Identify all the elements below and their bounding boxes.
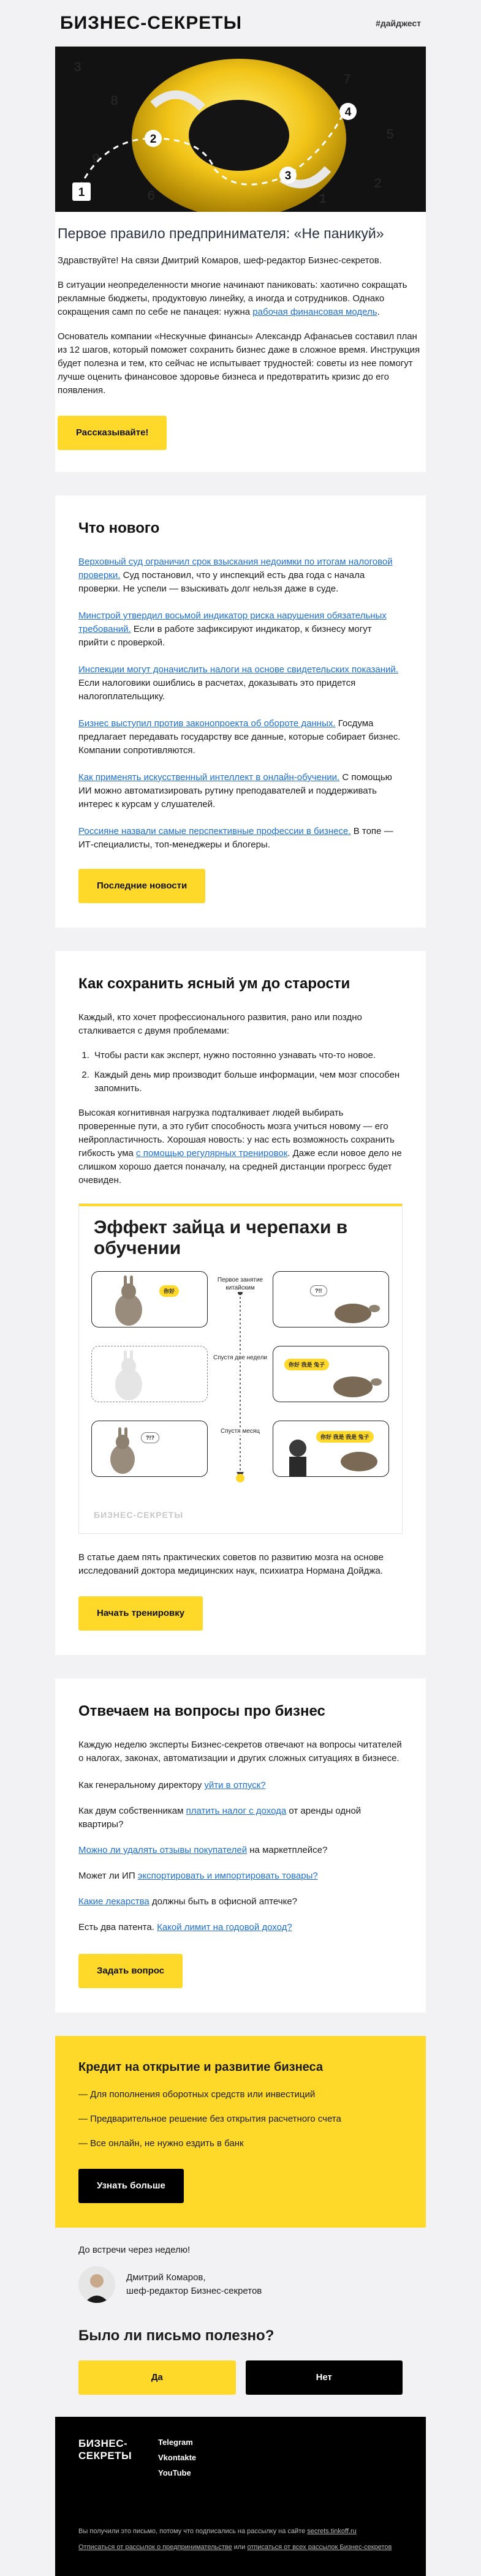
hare-bubble-3: ?!? <box>141 1432 159 1443</box>
svg-text:9: 9 <box>92 152 100 167</box>
latest-news-button[interactable]: Последние новости <box>78 869 205 903</box>
author-role: шеф-редактор Бизнес-секретов <box>126 2286 262 2296</box>
intro-paragraph-3: Основатель компании «Нескучные финансы» Александр Афанасьев составил план из 12 шагов, который поможет сохранить бизнес даже в сложное время. Инструкция будет полезна и тем, кто сейчас не испытывает трудностей: советы из нее помогут лучше оценить финансовое здоровье бизнеса и предотвратить кризис до его появления. <box>58 331 420 396</box>
hare-frame-2 <box>91 1346 208 1402</box>
email-column <box>55 0 426 2576</box>
news-text: Госдума предлагает передавать государству все данные, которые собирает бизнес. Компании сопротивляются. <box>78 718 401 756</box>
avatar <box>78 2266 115 2303</box>
brain-paragraph-2 <box>78 1106 403 1187</box>
svg-text:1: 1 <box>78 186 85 199</box>
hare-frame-1 <box>91 1271 208 1327</box>
site-link[interactable]: secrets.tinkoff.ru <box>307 2528 357 2535</box>
qa-link[interactable]: Какие лекарства <box>78 1896 150 1907</box>
qa-link[interactable]: Можно ли удалять отзывы покупателей <box>78 1845 248 1855</box>
digest-tag: #дайджест <box>376 18 421 28</box>
qa-item <box>78 1844 403 1857</box>
financial-model-link[interactable]: рабочая финансовая модель <box>252 307 377 317</box>
svg-text:8: 8 <box>110 94 119 109</box>
qa-item <box>78 1869 403 1883</box>
credit-promo <box>55 2036 426 2228</box>
goodbye-text: До встречи через неделю! <box>78 2245 191 2255</box>
svg-text:5: 5 <box>386 127 395 143</box>
infographic-title: Эффект зайца и черепахи в обучении <box>94 1217 348 1258</box>
email-header <box>55 0 426 47</box>
news-list <box>78 555 403 852</box>
news-item <box>78 555 403 596</box>
author-row <box>78 2266 403 2303</box>
news-link[interactable]: Россияне назвали самые перспективные профессии в бизнесе. <box>78 826 351 836</box>
news-item <box>78 663 403 704</box>
label-month: Спустя месяц <box>213 1427 268 1435</box>
tortoise-frame-3 <box>273 1421 389 1477</box>
rating-buttons <box>78 2360 403 2395</box>
unsubscribe-line <box>78 2542 403 2552</box>
svg-text:7: 7 <box>343 72 352 88</box>
qa-item <box>78 1921 403 1934</box>
news-item <box>78 717 403 757</box>
author-name: Дмитрий Комаров, <box>126 2272 206 2283</box>
lifebuoy-illustration <box>55 47 426 212</box>
qa-text: Как генеральному директору <box>78 1780 205 1790</box>
intro-title: Первое правило предпринимателя: «Не паникуй» <box>58 225 384 241</box>
brain-paragraph-3: В статье даем пять практических советов по развитию мозга на основе исследований доктора медицинских наук, психиатра Нормана Дойджа. <box>78 1552 384 1576</box>
svg-text:2: 2 <box>374 176 382 192</box>
intro-p2-end: . <box>377 307 380 317</box>
news-text: Если в работе зафиксируют индикатор, к бизнесу могут прийти с проверкой. <box>78 624 372 648</box>
brain-p2-text: Высокая когнитивная нагрузка подталкивает людей выбирать проверенные пути, а это губит способность мозга учиться новому — его нейропластичность. Хорошая новость: у нас есть возможность сохранить гибкость ума <box>78 1108 395 1158</box>
svg-text:3: 3 <box>74 60 82 75</box>
qa-item <box>78 1895 403 1909</box>
credit-benefit: — Для пополнения оборотных средств или инвестиций <box>78 2089 316 2100</box>
label-first-lesson: Первое занятие китайским <box>213 1276 268 1292</box>
news-link[interactable]: Верховный суд ограничил срок взыскания недоимки по итогам налоговой проверки. <box>78 557 393 580</box>
qa-text: Может ли ИП <box>78 1871 138 1881</box>
start-training-button[interactable]: Начать тренировку <box>78 1596 203 1631</box>
news-text: Суд постановил, что у инспекций есть два года с начала проверки. Не успели — взыскивать долг нельзя даже в суде. <box>78 570 365 594</box>
qa-text: Есть два патента. <box>78 1922 157 1932</box>
ask-question-button[interactable]: Задать вопрос <box>78 1954 183 1988</box>
news-text: В топе — ИТ-специалисты, топ-менеджеры и блогеры. <box>78 826 393 850</box>
qa-card <box>55 1678 426 2013</box>
qa-title: Отвечаем на вопросы про бизнес <box>78 1703 325 1719</box>
qa-link[interactable]: Какой лимит на годовой доход? <box>157 1922 292 1932</box>
svg-text:1: 1 <box>319 192 327 207</box>
tortoise-bubble-3: 你好 我是 我是 兔子 <box>316 1431 374 1443</box>
problems-list <box>92 1049 403 1095</box>
qa-link[interactable]: экспортировать и импортировать товары? <box>137 1871 318 1881</box>
subscription-note-text: Вы получили это письмо, потому что подписались на рассылку на сайте <box>78 2528 308 2535</box>
signature-block <box>55 2245 426 2395</box>
or-text: или <box>232 2544 248 2551</box>
qa-text: Как двум собственникам <box>78 1806 186 1816</box>
intro-paragraph-2 <box>58 279 423 319</box>
news-link[interactable]: Инспекции могут доначислить налоги на основе свидетельских показаний. <box>78 664 398 675</box>
svg-text:4: 4 <box>344 106 352 119</box>
intro-card <box>55 47 426 472</box>
intro-p2-text: В ситуации неопределенности многие начинают паниковать: хаотично сокращать рекламные бюджеты, продуктовую линейку, а иногда и сотрудников. Однако сокращения самп по себе не панацея: нужна <box>58 280 407 317</box>
telegram-link[interactable]: Telegram <box>158 2438 193 2447</box>
intro-body <box>55 212 426 450</box>
footer-logo-line-2: СЕКРЕТЫ <box>78 2450 132 2461</box>
subscription-note <box>78 2526 403 2536</box>
qa-text: на маркетплейсе? <box>247 1845 328 1855</box>
news-title: Что нового <box>78 520 160 536</box>
footer-logo-line-1: БИЗНЕС- <box>78 2438 128 2449</box>
unsubscribe-business-link[interactable]: Отписаться от рассылок о предпринимательстве <box>78 2544 232 2551</box>
news-link[interactable]: Как применять искусственный интеллект в онлайн-обучении. <box>78 772 340 783</box>
qa-link[interactable]: платить налог с дохода <box>186 1806 287 1816</box>
training-link[interactable]: с помощью регулярных тренировок <box>136 1148 288 1158</box>
email-footer <box>55 2417 426 2576</box>
svg-text:6: 6 <box>147 189 156 204</box>
news-text: С помощью ИИ можно автоматизировать рутину преподавателей и поддерживать интерес к курсам у слушателей. <box>78 772 392 809</box>
credit-title: Кредит на открытие и развитие бизнеса <box>78 2060 323 2074</box>
rate-yes-button[interactable]: Да <box>78 2360 236 2395</box>
list-item: 2. Каждый день мир производит больше информации, чем мозг способен запомнить. <box>92 1068 403 1095</box>
tortoise-frame-2 <box>273 1346 389 1402</box>
tortoise-bubble-2: 你好 我是 兔子 <box>284 1359 329 1370</box>
social-links <box>158 2438 196 2484</box>
qa-list <box>78 1779 403 1934</box>
qa-link[interactable]: уйти в отпуск? <box>204 1780 266 1790</box>
news-text: Если налоговики ошиблись в расчетах, доказывать это придется налогоплательщику. <box>78 678 356 702</box>
brand-logo[interactable]: БИЗНЕС-СЕКРЕТЫ <box>60 13 242 33</box>
footer-logo[interactable] <box>78 2438 158 2484</box>
qa-text: от аренды одной квартиры? <box>78 1806 362 1830</box>
label-two-weeks: Спустя две недели <box>213 1354 268 1361</box>
rate-no-button[interactable]: Нет <box>246 2360 403 2395</box>
rating-title: Было ли письмо полезно? <box>78 2327 275 2344</box>
hare-tortoise-infographic <box>78 1203 403 1534</box>
credit-benefit: — Предварительное решение без открытия расчетного счета <box>78 2114 341 2124</box>
svg-text:2: 2 <box>150 133 157 146</box>
tortoise-bubble-1: ?!! <box>310 1285 327 1296</box>
vkontakte-link[interactable]: Vkontakte <box>158 2453 197 2462</box>
hare-bubble-1: 你好 <box>159 1285 179 1297</box>
tortoise-frame-1 <box>273 1271 389 1327</box>
qa-intro: Каждую неделю эксперты Бизнес-секретов отвечают на вопросы читателей о налогах, законах, автоматизации и других сложных ситуациях в бизнесе. <box>78 1740 402 1763</box>
news-item <box>78 771 403 811</box>
news-link[interactable]: Минстрой утвердил восьмой индикатор риска нарушения обязательных требований. <box>78 610 387 634</box>
brain-p2-end: . Даже если новое дело не слишком хорошо дается поначалу, на средней дистанции прогресс будет очевиден. <box>78 1148 402 1185</box>
news-item <box>78 825 403 852</box>
brain-title: Как сохранить ясный ум до старости <box>78 975 350 992</box>
brain-intro: Каждый, кто хочет профессионального развития, рано или поздно сталкивается с двумя проблемами: <box>78 1012 362 1036</box>
news-link[interactable]: Бизнес выступил против законопроекта об обороте данных. <box>78 718 336 729</box>
hero-image <box>55 47 426 212</box>
learn-more-button[interactable]: Узнать больше <box>78 2169 184 2203</box>
tell-more-button[interactable]: Рассказывайте! <box>58 416 167 450</box>
unsubscribe-all-link[interactable]: отписаться от всех рассылок Бизнес-секретов <box>247 2544 392 2551</box>
footer-top <box>78 2438 403 2484</box>
hare-frame-3 <box>91 1421 208 1477</box>
list-item: 1. Чтобы расти как эксперт, нужно постоянно узнавать что-то новое. <box>92 1049 403 1062</box>
qa-item <box>78 1804 403 1831</box>
qa-item <box>78 1779 403 1792</box>
qa-text: должны быть в офисной аптечке? <box>149 1896 298 1907</box>
youtube-link[interactable]: YouTube <box>158 2468 191 2477</box>
brain-card <box>55 951 426 1655</box>
news-item <box>78 609 403 650</box>
intro-greeting: Здравствуйте! На связи Дмитрий Комаров, шеф-редактор Бизнес-секретов. <box>58 255 382 266</box>
infographic-logo: БИЗНЕС-СЕКРЕТЫ <box>94 1510 184 1520</box>
news-card <box>55 495 426 928</box>
credit-benefit: — Все онлайн, не нужно ездить в банк <box>78 2138 244 2149</box>
svg-text:3: 3 <box>284 170 292 182</box>
